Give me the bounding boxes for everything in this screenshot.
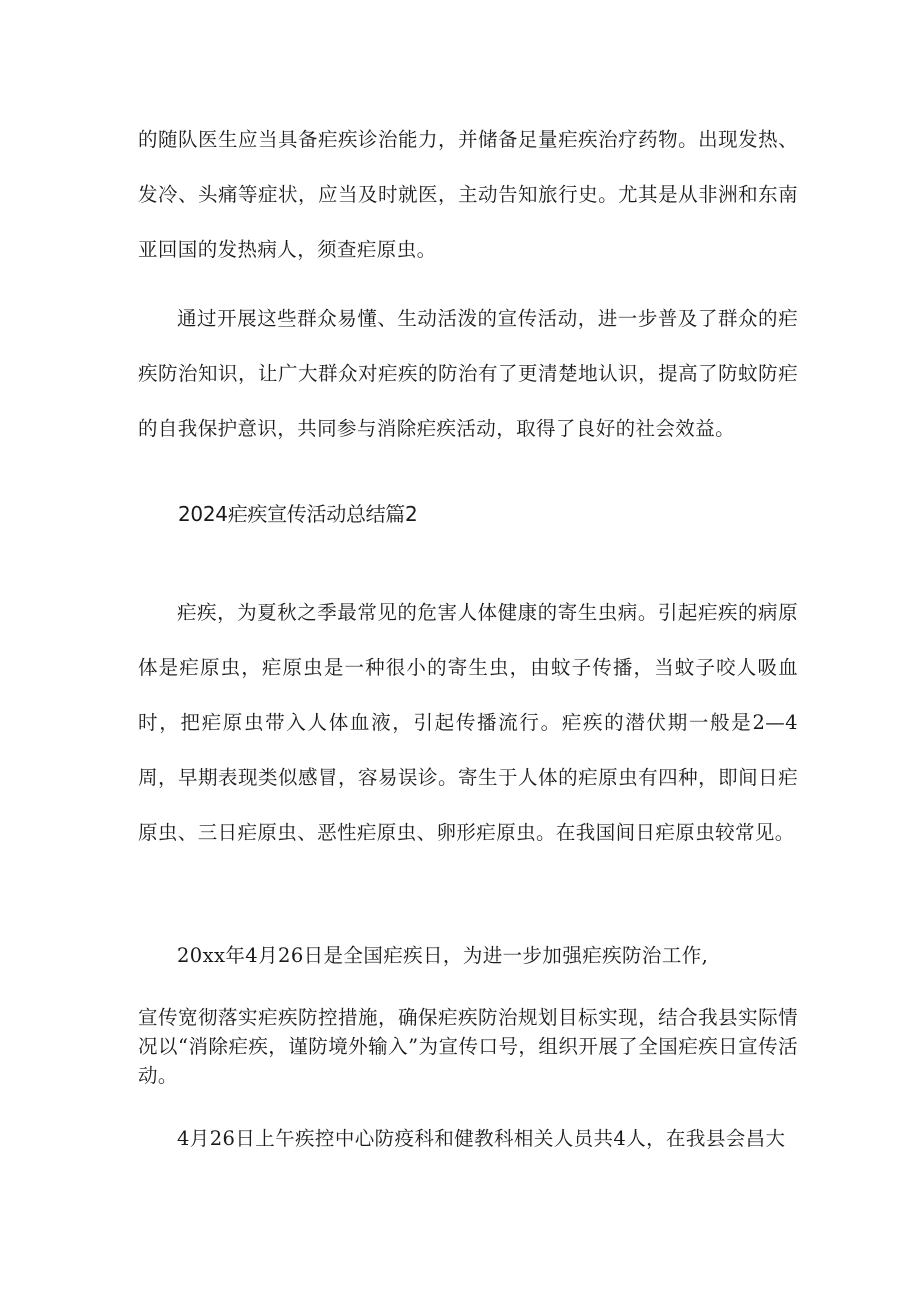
paragraph-campaign-slogan: 宣传宽彻落实疟疾防控措施，确保疟疾防治规划目标实现，结合我县实际情况以“消除疟疾，谨防境外输入”为宣传口号，组织开展了全国疟疾日宣传活动。	[138, 1006, 798, 1087]
paragraph-malaria-intro: 疟疾，为夏秋之季最常见的危害人体健康的寄生虫病。引起疟疾的病原体是疟原虫，疟原虫是一种很小的寄生虫，由蚊子传播，当蚊子咬人吸血时，把疟原虫带入人体血液，引起传播流行。疟疾的潜伏期一般是2—4周，早期表现类似感冒，容易误诊。寄生于人体的疟原虫有四种，即间日疟原虫、三日疟原虫、恶性疟原虫、卵形疟原虫。在我国间日疟原虫较常见。	[138, 601, 798, 844]
paragraph-campaign-effect: 通过开展这些群众易懂、生动活泼的宣传活动，进一步普及了群众的疟疾防治知识，让广大群众对疟疾的防治有了更清楚地认识，提高了防蚊防疟的自我保护意识，共同参与消除疟疾活动，取得了良好的社会效益。	[138, 307, 798, 440]
paragraph-malaria-day: 20xx年4月26日是全国疟疾日，为进一步加强疟疾防治工作,	[177, 944, 709, 967]
paragraph-april-activity: 4月26日上午疾控中心防疫科和健教科相关人员共4人，在我县会昌大	[177, 1127, 786, 1150]
paragraph-travel-advice: 的随队医生应当具备疟疾诊治能力，并储备足量疟疾治疗药物。出现发热、发冷、头痛等症状，应当及时就医，主动告知旅行史。尤其是从非洲和东南亚回国的发热病人，须查疟原虫。	[138, 128, 798, 261]
section-heading: 2024疟疾宣传活动总结篇2	[178, 502, 418, 526]
